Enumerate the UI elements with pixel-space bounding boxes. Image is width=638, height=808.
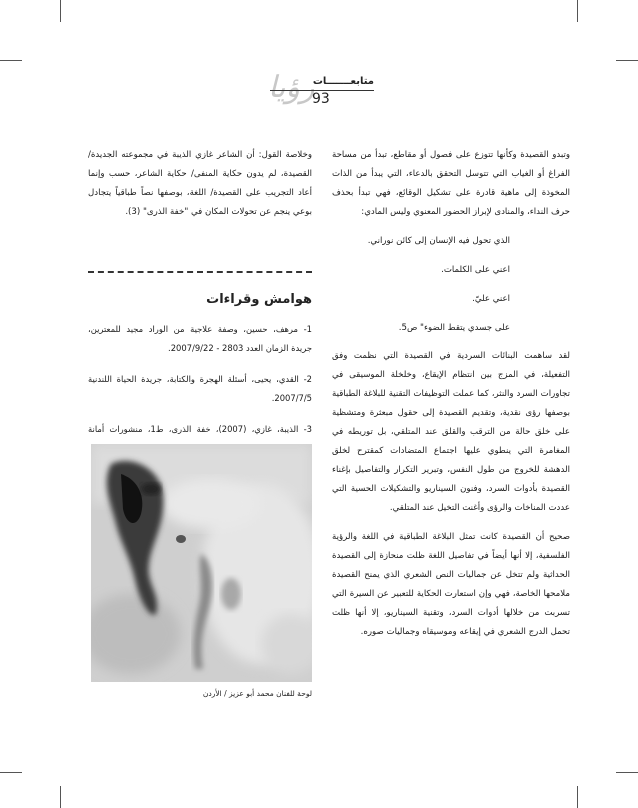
poem-verse: اعني على الكلمات.: [441, 265, 510, 275]
page-number: 93: [312, 91, 330, 107]
painting-image: [91, 444, 312, 682]
note-item: 2- القدي، يحيى، أسئلة الهجرة والكتابة، جريدة الحياة اللندنية 2007/7/5.: [88, 374, 312, 403]
notes-title: هوامش وقراءات: [206, 292, 312, 307]
painting-caption: لوحة للفنان محمد أبو عزيز / الأردن: [202, 689, 312, 698]
body-paragraph: لقد ساهمت البنائات السردية في القصيدة التي نظمت وفق التفعيلة، في المزج بين انتظام الإيقاع، وخلخلة الموسيقى في تجاورات السرد والنثر، كما عملت التوظيفات التقنية للبلاغة الطباقية بوصفها رؤى نقدية، وتقديم القصيدة إلى حقول مبعثرة ومتشظية على خلق حالة من الترقب والقلق عند المتلقي، بل توريطه في المغامرة التي ينطوي عليها اجتماع المتضادات كمقترح لخلق الدهشة للخروج من طول النفس، وتبرير التكرار والتفاصيل بإغناء القصيدة بأدوات السرد، وفنون السيناريو والتشكيلات الحسية التي عددت المناخات والرؤى وأغنت التخيل عند المتلقي.: [332, 351, 570, 513]
dashed-divider: [88, 271, 312, 273]
conclusion-paragraph: وخلاصة القول: أن الشاعر غازي الذيبة في مجموعته الجديدة/ القصيدة، لم يدون حكاية المنفى/ حكاية الشاعر، حسب وإنما أعاد التجريب على القصيدة/ اللغة، بوصفها نصاً طباقياً يتجادل بوعي ينجم عن تحولات المكان في "خفة الذرى" (3).: [88, 150, 312, 217]
left-column: [88, 146, 312, 222]
right-column: [332, 146, 570, 642]
body-paragraph: صحيح أن القصيدة كانت تمثل البلاغة الطباقية في اللغة والرؤية الفلسفية، إلا أنها أيضاً في تفاصيل اللغة ظلت منحازة إلى القصيدة الحداثية ولم تتخل عن جماليات النص الشعري الذي يمنح القصيدة ملامحها الخاصة، فهي وإن استعارت الحكاية للتعبير عن السيرة التي تسربت من خلالها أدوات السرد، وتقنية السيناريو، إلا أنها ظلت تحمل الدرج الشعري في إيقاعه وموسيقاه وجماليات صوره.: [332, 532, 570, 637]
crop-mark: [616, 772, 638, 773]
section-label: متابعـــــــات: [312, 76, 374, 87]
poem-verse: الذي تحول فيه الإنسان إلى كائن نوراني.: [367, 236, 510, 246]
body-paragraph: وتبدو القصيدة وكأنها تتوزع على فصول أو مقاطع، تبدأ من مساحة الفراغ أو الغياب التي تتوسل التحقق بالدعاء، التي يبدأ من الذات المخوذة إلى ماهية قادرة على تشكيل الوقائع، فهي تبدأ بحذف حرف النداء، والمنادى لإبراز الحضور المعنوي وليس المادي:: [332, 150, 570, 217]
note-item: 1- مرهف، حسين، وصفة علاجية من الوراد مجيد للمعترين، جريدة الزمان العدد 2803 - 2007/9/22.: [88, 324, 312, 353]
magazine-logo: رؤيا: [268, 70, 315, 105]
crop-mark: [0, 60, 22, 61]
crop-mark: [577, 0, 578, 22]
poem-verse: اعني عليّ.: [472, 294, 510, 304]
poem-verse: على جسدي يتقط الضوء" ص5.: [398, 323, 510, 333]
crop-mark: [60, 0, 61, 22]
crop-mark: [616, 60, 638, 61]
page-header: [264, 70, 374, 110]
crop-mark: [0, 772, 22, 773]
crop-mark: [577, 786, 578, 808]
note-item: 3- الذيبة، غازي، (2007)، خفة الذرى، ط1، منشورات أمانة: [88, 424, 312, 434]
crop-mark: [60, 786, 61, 808]
